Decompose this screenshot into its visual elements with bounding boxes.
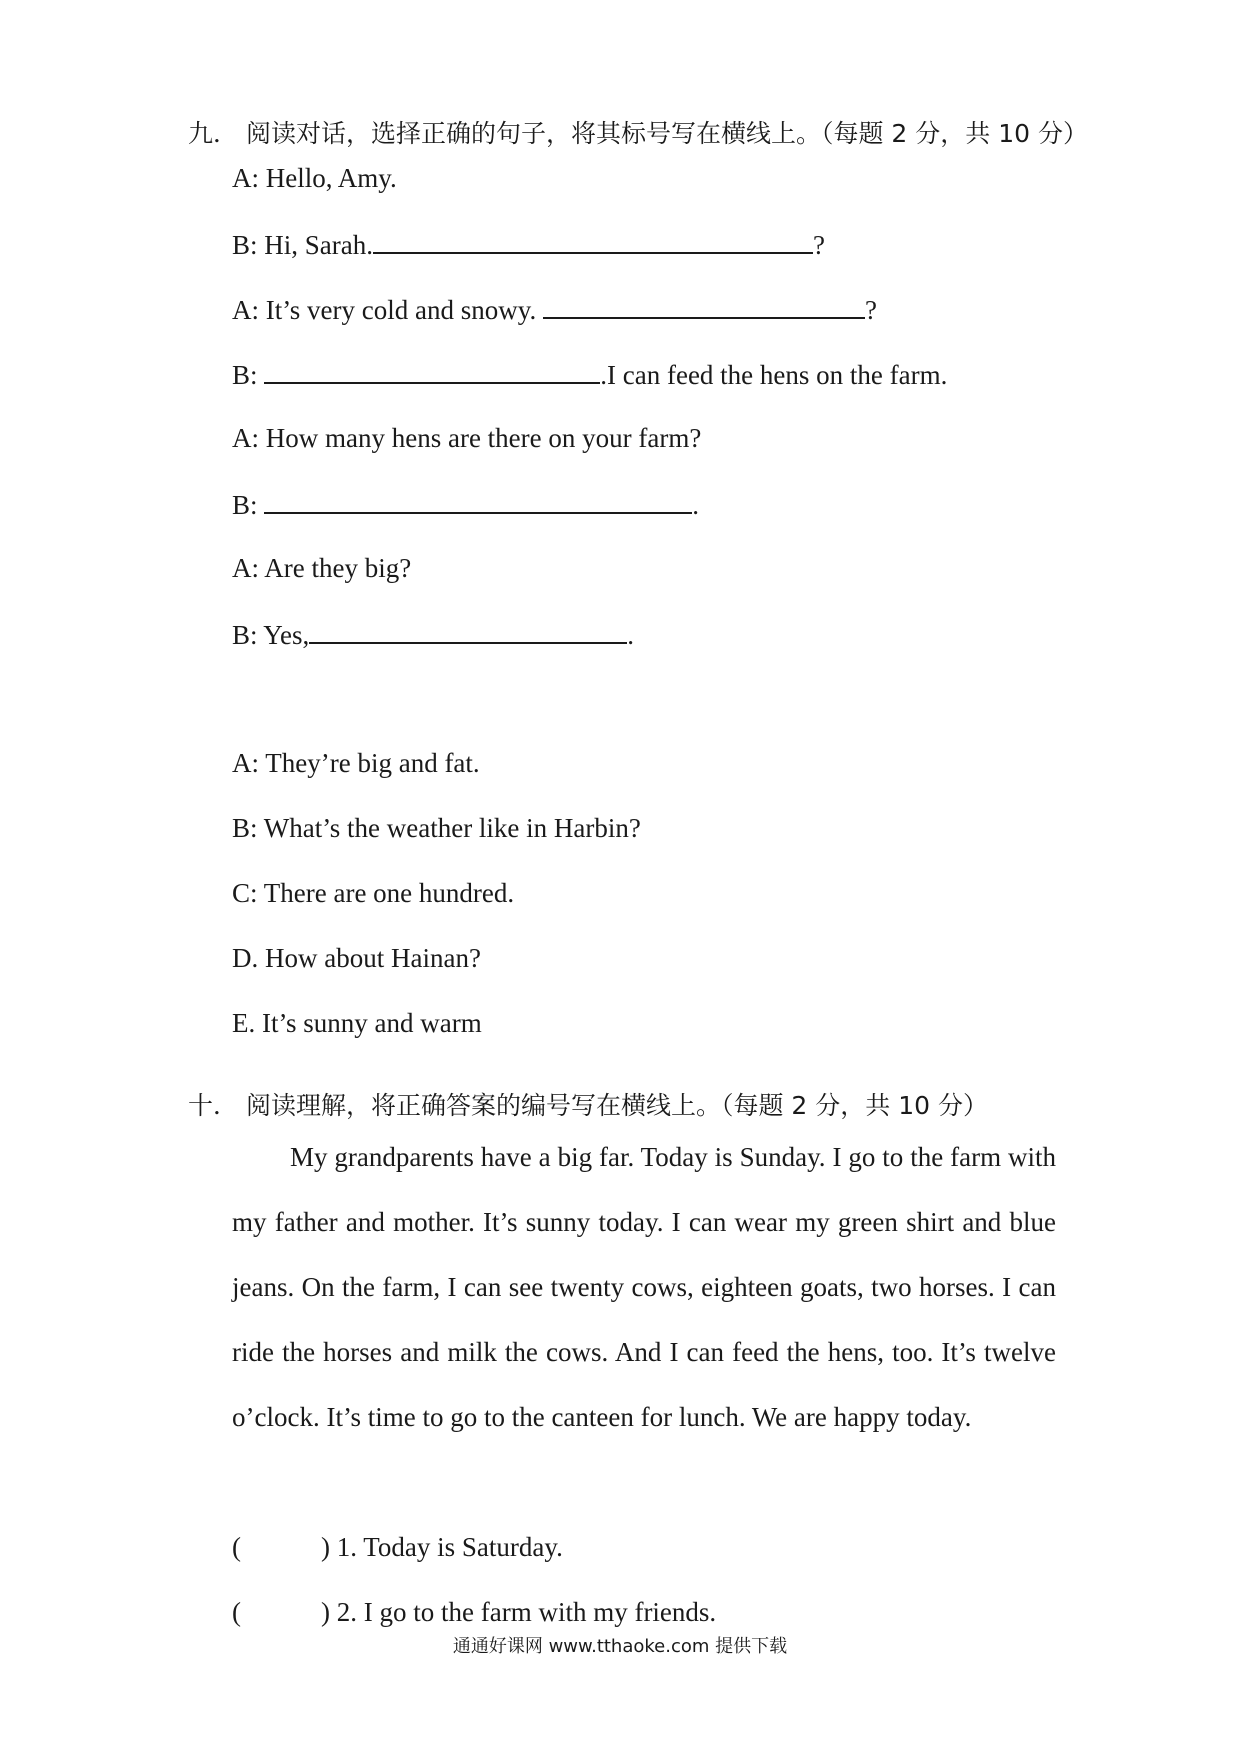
option-a: A: They’re big and fat.: [232, 748, 480, 778]
dialogue-line-6: [232, 488, 699, 521]
option-e: E. It’s sunny and warm: [232, 1008, 482, 1038]
answer-blank-4[interactable]: [264, 488, 692, 514]
section-9-title: 九． 阅读对话，选择正确的句子，将其标号写在横线上。（每题 2 分，共 10 分）: [188, 119, 1088, 148]
answer-paren-open: (: [232, 1532, 241, 1562]
dialogue-text-after: ?: [864, 295, 877, 325]
dialogue-text: A: How many hens are there on your farm?: [232, 423, 702, 453]
dialogue-line-7: [232, 553, 411, 584]
dialogue-line-3: [232, 293, 877, 326]
dialogue-text: B:: [232, 360, 265, 390]
option-c: C: There are one hundred.: [232, 878, 515, 908]
section-10-title: 十． 阅读理解，将正确答案的编号写在横线上。（每题 2 分，共 10 分）: [188, 1091, 988, 1120]
option-d: D. How about Hainan?: [232, 943, 481, 973]
answer-blank-3[interactable]: [264, 358, 600, 384]
answer-blank-1[interactable]: [373, 228, 813, 254]
question-1: [232, 1532, 563, 1563]
answer-blank-5[interactable]: [309, 618, 627, 644]
question-2: [232, 1597, 716, 1628]
dialogue-text: A: Are they big?: [232, 553, 412, 583]
dialogue-line-2: [232, 228, 825, 261]
answer-paren-close: ): [321, 1532, 330, 1562]
answer-paren-open: (: [232, 1597, 241, 1627]
dialogue-text: B: Yes,: [232, 620, 310, 650]
dialogue-text: B:: [232, 490, 265, 520]
question-text: 2. I go to the farm with my friends.: [330, 1597, 717, 1627]
dialogue-line-8: [232, 618, 634, 651]
option-b: B: What’s the weather like in Harbin?: [232, 813, 641, 843]
question-text: 1. Today is Saturday.: [330, 1532, 563, 1562]
reading-passage: My grandparents have a big far. Today is Sunday. I go to the farm with my father and mother. It’s sunny today. I can wear my green shirt and blue jeans. On the farm, I can see twenty cows, eighteen goats, two horses. I can ride the horses and milk the cows. And I can feed the hens, too. It’s twelve o’clock. It’s time to go to the canteen for lunch. We are happy today.: [232, 1142, 1056, 1432]
dialogue-text-after: .I can feed the hens on the farm.: [600, 360, 948, 390]
dialogue-text-after: .: [692, 490, 700, 520]
dialogue-text: B: Hi, Sarah.: [232, 230, 373, 260]
dialogue-line-4: [232, 358, 947, 391]
answer-blank-2[interactable]: [543, 293, 865, 319]
page-footer: 通通好课网 www.tthaoke.com 提供下载: [452, 1636, 788, 1657]
answer-paren-close: ): [321, 1597, 330, 1627]
dialogue-line-5: [232, 423, 701, 454]
dialogue-line-1: [232, 163, 397, 194]
dialogue-text-after: ?: [813, 230, 825, 260]
dialogue-text-after: .: [627, 620, 635, 650]
dialogue-text: A: Hello, Amy.: [232, 163, 397, 193]
dialogue-text: A: It’s very cold and snowy.: [232, 295, 543, 325]
